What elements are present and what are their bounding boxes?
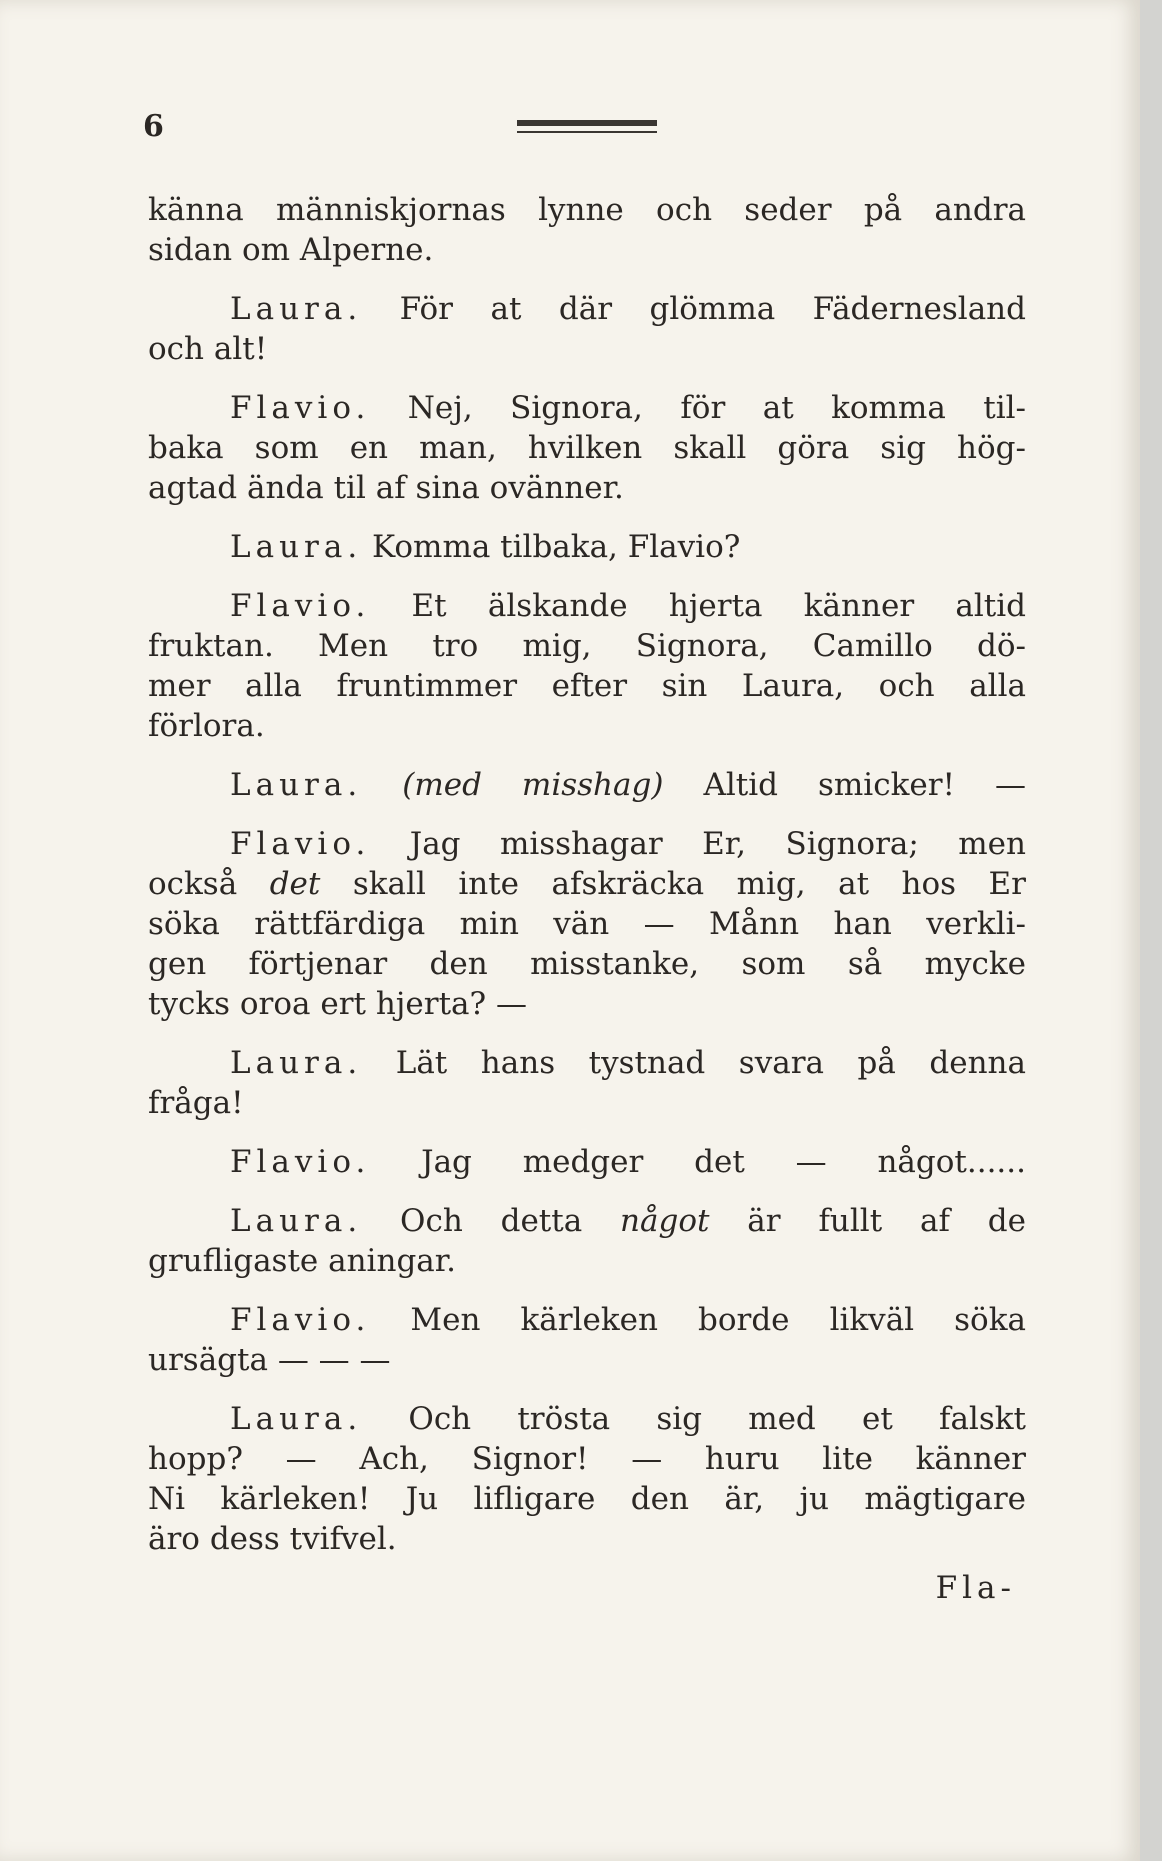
speaker-name: Flavio. (230, 588, 371, 624)
text-line (148, 1340, 1026, 1380)
line-text: skall inte afskräcka mig, at hos Er (320, 866, 1026, 902)
speaker-name: Laura. (230, 1045, 363, 1081)
text-line (148, 329, 1026, 369)
text-line (148, 289, 1026, 329)
stage-direction: (med misshag) (402, 767, 664, 803)
line-text: söka rättfärdiga min vän — Månn han verkli- (148, 906, 1026, 942)
line-text: Och detta (362, 1203, 621, 1239)
text-line (148, 468, 1026, 508)
text-line (148, 1241, 1026, 1281)
line-text: Nej, Signora, för at komma til- (370, 390, 1026, 426)
line-text: är fullt af de (709, 1203, 1026, 1239)
line-text: Jag misshagar Er, Signora; men (370, 826, 1026, 862)
text-line (148, 1142, 1026, 1182)
stage-direction: något (620, 1203, 710, 1239)
text-line (148, 586, 1026, 626)
line-text: och alt! (148, 331, 268, 367)
line-text: Altid smicker! — (663, 767, 1027, 803)
line-text: hopp? — Ach, Signor! — huru lite känner (148, 1441, 1026, 1477)
text-line (148, 1043, 1026, 1083)
line-text: Ni kärleken! Ju lifligare den är, ju mägtigare (148, 1481, 1026, 1517)
page-number: 6 (143, 109, 164, 144)
text-line (148, 626, 1026, 666)
text-line (148, 944, 1026, 984)
text-line (148, 1201, 1026, 1241)
text-line (148, 1399, 1026, 1439)
line-text (362, 767, 402, 803)
speaker-name: Flavio. (230, 390, 371, 426)
line-text: Lät hans tystnad svara på denna (362, 1045, 1026, 1081)
text-line (148, 864, 1026, 904)
line-text: gen förtjenar den misstanke, som så mycke (148, 946, 1026, 982)
text-line (148, 984, 1026, 1024)
text-line (148, 666, 1026, 706)
line-text: äro dess tvifvel. (148, 1521, 397, 1557)
text-line (148, 1519, 1026, 1559)
speaker-name: Flavio. (230, 1302, 371, 1338)
line-text: tycks oroa ert hjerta? — (148, 986, 527, 1022)
text-line (148, 824, 1026, 864)
text-line (148, 1083, 1026, 1123)
line-text: mer alla fruntimmer efter sin Laura, och alla (148, 668, 1026, 704)
speaker-name: Laura. (230, 1203, 363, 1239)
line-text: För at där glömma Fädernesland (362, 291, 1026, 327)
text-line (148, 765, 1026, 805)
header-rule (517, 120, 657, 140)
line-text: Komma tilbaka, Flavio? (362, 529, 741, 565)
line-text: också (148, 866, 270, 902)
line-text: grufligaste aningar. (148, 1243, 457, 1279)
text-line (148, 706, 1026, 746)
text-line (148, 428, 1026, 468)
line-text: Och trösta sig med et falskt (362, 1401, 1026, 1437)
line-text: ursägta — — — (148, 1342, 391, 1378)
text-line (148, 388, 1026, 428)
line-text: känna människjornas lynne och seder på andra (148, 192, 1026, 228)
line-text: sidan om Alperne. (148, 232, 434, 268)
text-line (148, 190, 1026, 230)
line-text: Et älskande hjerta känner altid (370, 588, 1026, 624)
text-line (148, 527, 1026, 567)
text-line (148, 1300, 1026, 1340)
line-text: Men kärleken borde likväl söka (370, 1302, 1026, 1338)
line-text: fråga! (148, 1085, 244, 1121)
dialogue-text (148, 190, 1026, 1559)
speaker-name: Laura. (230, 767, 363, 803)
line-text: Jag medger det — något...... (370, 1144, 1026, 1180)
stage-direction: det (269, 866, 321, 902)
page-edge (1140, 0, 1162, 1861)
line-text: förlora. (148, 708, 265, 744)
text-line (148, 904, 1026, 944)
speaker-name: Laura. (230, 1401, 363, 1437)
text-line (148, 1439, 1026, 1479)
line-text: fruktan. Men tro mig, Signora, Camillo dö- (148, 628, 1026, 664)
speaker-name: Laura. (230, 529, 363, 565)
text-line (148, 1479, 1026, 1519)
speaker-name: Laura. (230, 291, 363, 327)
catchword: Fla- (935, 1570, 1016, 1606)
text-line (148, 230, 1026, 270)
line-text: baka som en man, hvilken skall göra sig hög- (148, 430, 1026, 466)
speaker-name: Flavio. (230, 826, 371, 862)
line-text: agtad ända til af sina ovänner. (148, 470, 624, 506)
speaker-name: Flavio. (230, 1144, 371, 1180)
